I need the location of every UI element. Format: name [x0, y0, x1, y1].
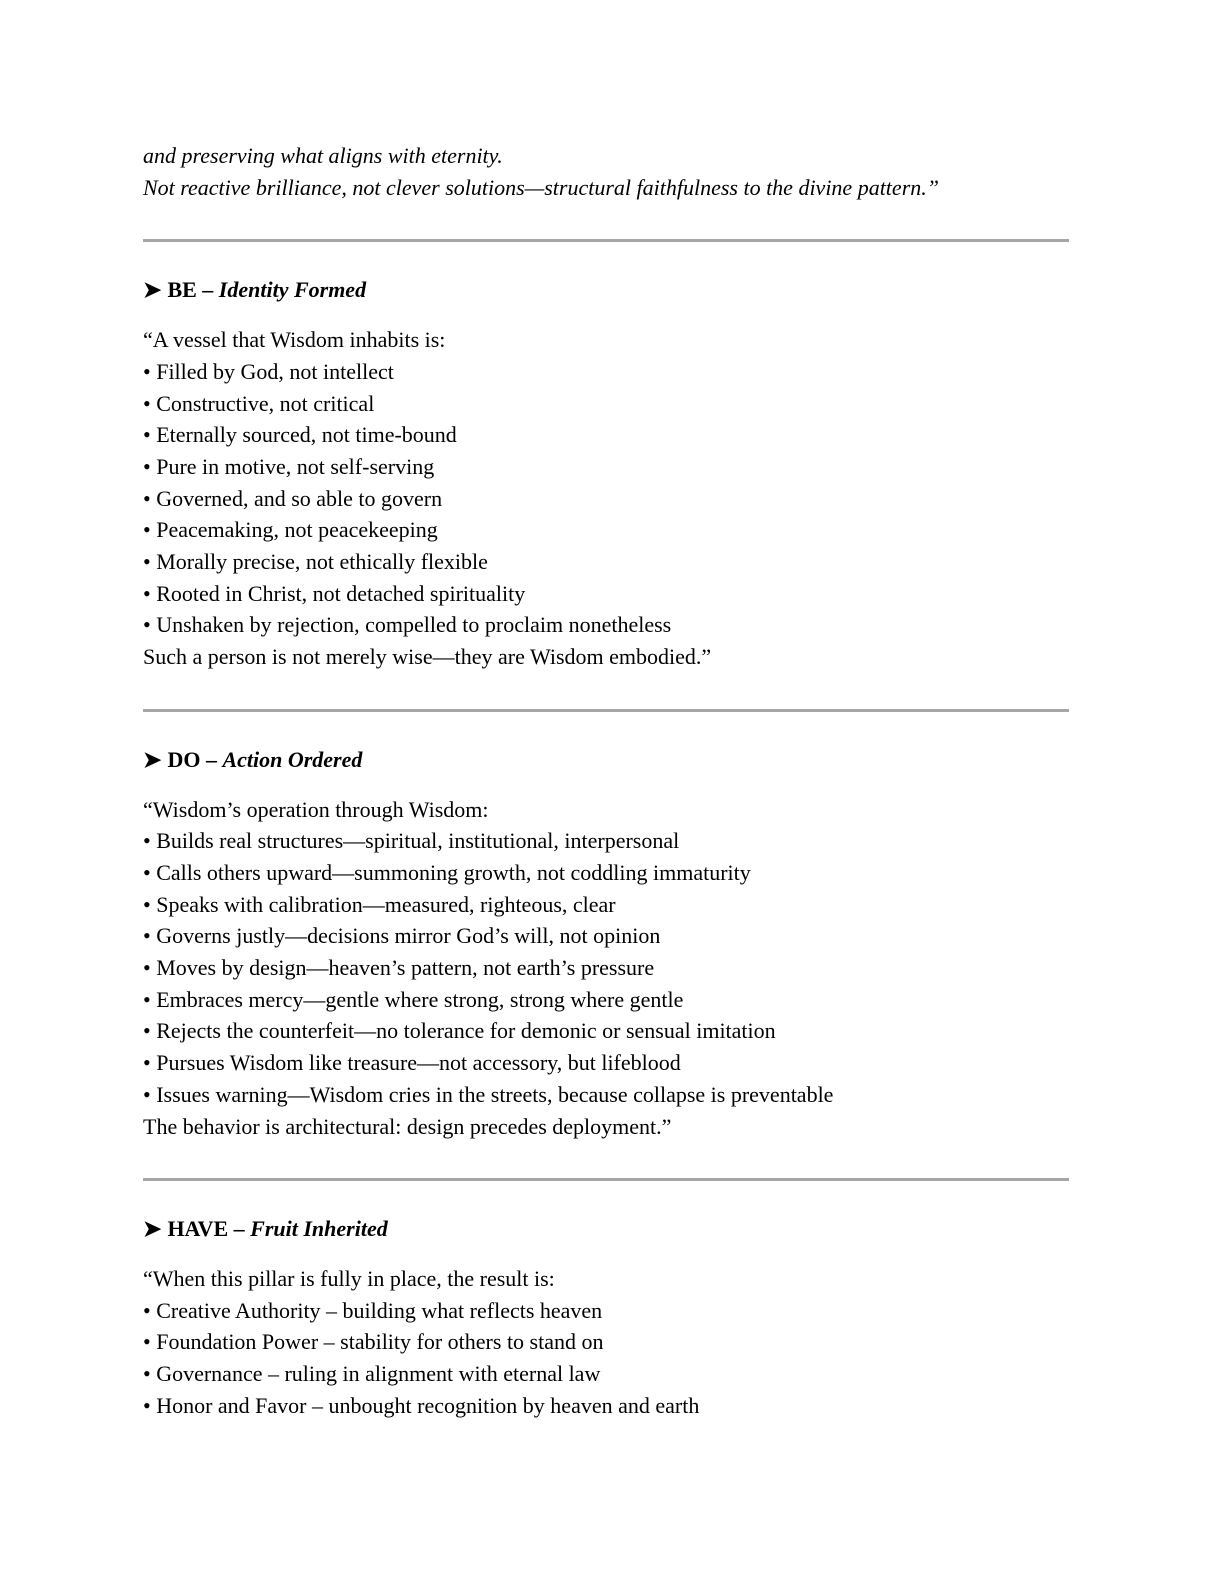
list-item: • Moves by design—heaven’s pattern, not earth’s pressure [143, 955, 655, 981]
list-item: • Peacemaking, not peacekeeping [143, 517, 438, 543]
section-body-have [143, 1263, 1069, 1422]
section-body-be [143, 324, 1069, 673]
list-item: • Builds real structures—spiritual, institutional, interpersonal [143, 828, 680, 854]
section-heading-do [143, 744, 1069, 776]
heading-label: HAVE – [167, 1216, 251, 1242]
list-item: • Governance – ruling in alignment with eternal law [143, 1361, 601, 1387]
arrow-icon: ➤ [143, 1216, 162, 1242]
heading-subtitle: Identity Formed [218, 277, 367, 303]
section-closing: Such a person is not merely wise—they are Wisdom embodied.” [143, 644, 712, 670]
list-item: • Constructive, not critical [143, 390, 375, 416]
heading-label: BE – [167, 277, 219, 303]
list-item: • Filled by God, not intellect [143, 358, 394, 384]
list-item: • Calls others upward—summoning growth, not coddling immaturity [143, 859, 751, 885]
list-item: • Honor and Favor – unbought recognition by heaven and earth [143, 1392, 700, 1418]
list-item: • Eternally sourced, not time-bound [143, 422, 457, 448]
document-page [143, 140, 1069, 1422]
section-heading-have [143, 1213, 1069, 1245]
list-item: • Embraces mercy—gentle where strong, strong where gentle [143, 986, 684, 1012]
list-item: • Rooted in Christ, not detached spirituality [143, 580, 526, 606]
list-item: • Creative Authority – building what reflects heaven [143, 1297, 603, 1323]
list-item: • Issues warning—Wisdom cries in the streets, because collapse is preventable [143, 1081, 834, 1107]
list-item: • Unshaken by rejection, compelled to proclaim nonetheless [143, 612, 672, 638]
list-item: • Governs justly—decisions mirror God’s will, not opinion [143, 923, 661, 949]
heading-subtitle: Action Ordered [222, 746, 363, 772]
intro-line: Not reactive brilliance, not clever solutions—structural faithfulness to the divine pattern.” [143, 174, 939, 200]
section-divider [143, 239, 1069, 242]
section-divider [143, 709, 1069, 712]
section-heading-be [143, 274, 1069, 306]
section-closing: The behavior is architectural: design precedes deployment.” [143, 1113, 672, 1139]
list-item: • Morally precise, not ethically flexible [143, 549, 488, 575]
section-lead: “A vessel that Wisdom inhabits is: [143, 327, 446, 353]
list-item: • Speaks with calibration—measured, righteous, clear [143, 891, 616, 917]
list-item: • Pursues Wisdom like treasure—not accessory, but lifeblood [143, 1050, 681, 1076]
list-item: • Governed, and so able to govern [143, 485, 443, 511]
heading-subtitle: Fruit Inherited [250, 1216, 388, 1242]
list-item: • Foundation Power – stability for others to stand on [143, 1329, 604, 1355]
arrow-icon: ➤ [143, 746, 162, 772]
section-body-do [143, 794, 1069, 1143]
intro-quote [143, 140, 1069, 203]
list-item: • Rejects the counterfeit—no tolerance for demonic or sensual imitation [143, 1018, 776, 1044]
heading-label: DO – [167, 746, 223, 772]
intro-line: and preserving what aligns with eternity. [143, 143, 503, 168]
section-lead: “When this pillar is fully in place, the result is: [143, 1265, 555, 1291]
arrow-icon: ➤ [143, 277, 162, 303]
section-lead: “Wisdom’s operation through Wisdom: [143, 796, 489, 822]
list-item: • Pure in motive, not self-serving [143, 453, 435, 479]
section-divider [143, 1178, 1069, 1181]
